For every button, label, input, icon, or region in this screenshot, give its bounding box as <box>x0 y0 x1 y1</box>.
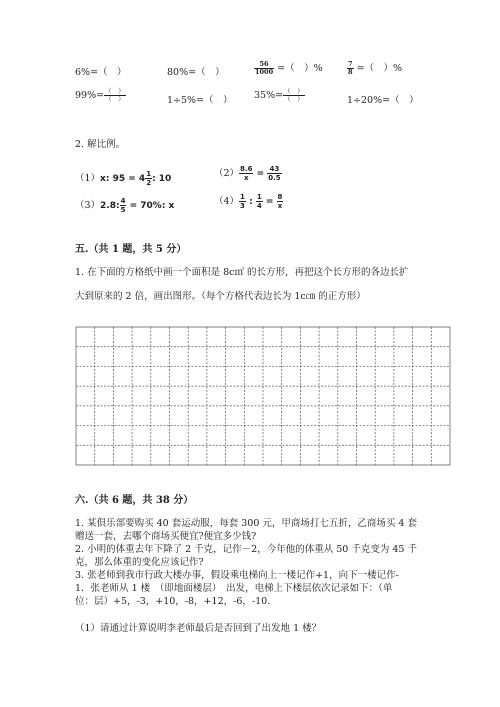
convert-1-div-5-percent: 1÷5%=（ ） <box>167 95 233 106</box>
section-6-q1-line-1: 1. 某俱乐部要购买 40 套运动服，每套 300 元，甲商场打七五折，乙商场买 4 套 <box>75 518 417 529</box>
question-2-title: 2. 解比例。 <box>75 139 126 150</box>
blank-fraction: $\frac{( )}{( )}$ <box>105 87 125 103</box>
section-5-title: 五.（共 1 题，共 5 分） <box>75 244 187 255</box>
proportion-4: （4） $\frac{1}{3}$ : $\frac{1}{4}$ = $\frac{8}{x}$ <box>214 193 283 210</box>
section-6-q2-line-2: 克，那么体重的变化应该记作? <box>75 557 204 568</box>
section-6-title: 六.（共 6 题，共 38 分） <box>75 495 194 506</box>
section-6-q1-line-2: 赠送一套，去哪个商场买便宜?便宜多少钱? <box>75 531 257 542</box>
proportion-1: （1）x: 95 = 4 $\frac{1}{2}$ : 10 <box>75 170 172 187</box>
section-5-question-line-1: 1. 在下面的方格纸中画一个面积是 8c㎡ 的长方形，再把这个长方形的各边长扩 <box>75 267 409 278</box>
convert-fraction-56-1000: $\frac{56}{1000}$ =（ ）% <box>255 60 323 76</box>
proportion-3: （3）2.8: $\frac{4}{5}$ = 70%: x <box>75 197 175 214</box>
section-6-q3-line-2: 1．张老师从 1 楼 （即地面楼层） 出发，电梯上下楼层依次记录如下：（单 <box>75 583 393 594</box>
proportion-2: （2） $\frac{8.6}{x}$ = $\frac{43}{0.5}$ <box>214 165 281 182</box>
convert-35-percent: 35%= $\frac{( )}{( )}$ <box>254 87 304 103</box>
convert-fraction-7-8: $\frac{7}{8}$ =（ ）% <box>348 60 403 76</box>
section-6-q3-line-1: 3. 张老师到我市行政大楼办事，假设乘电梯向上一楼记作+1，向下一楼记作- <box>75 570 399 581</box>
convert-6-percent: 6%=（ ） <box>75 67 127 78</box>
fraction-56-1000: $\frac{56}{1000}$ <box>255 60 274 76</box>
convert-80-percent: 80%=（ ） <box>167 67 225 78</box>
fraction-7-8: $\frac{7}{8}$ <box>348 60 353 76</box>
blank-fraction: $\frac{( )}{( )}$ <box>284 87 304 103</box>
section-6-q2-line-1: 2. 小明的体重去年下降了 2 千克，记作－2，今年他的体重从 50 千克变为 45 千 <box>75 544 417 555</box>
convert-99-percent: 99%= $\frac{( )}{( )}$ <box>75 87 125 103</box>
grid-paper[interactable] <box>75 326 451 466</box>
section-5-question-line-2: 大到原来的 2 倍，画出图形。（每个方格代表边长为 1c㎝ 的正方形） <box>75 291 366 302</box>
section-6-q3-line-3: 位：层）+5，-3，+10，-8，+12，-6，-10. <box>75 596 271 607</box>
section-6-q3-sub-1: （1）请通过计算说明李老师最后是否回到了出发地 1 楼？ <box>75 623 322 634</box>
convert-1-div-20-percent: 1÷20%=（ ） <box>347 95 419 106</box>
